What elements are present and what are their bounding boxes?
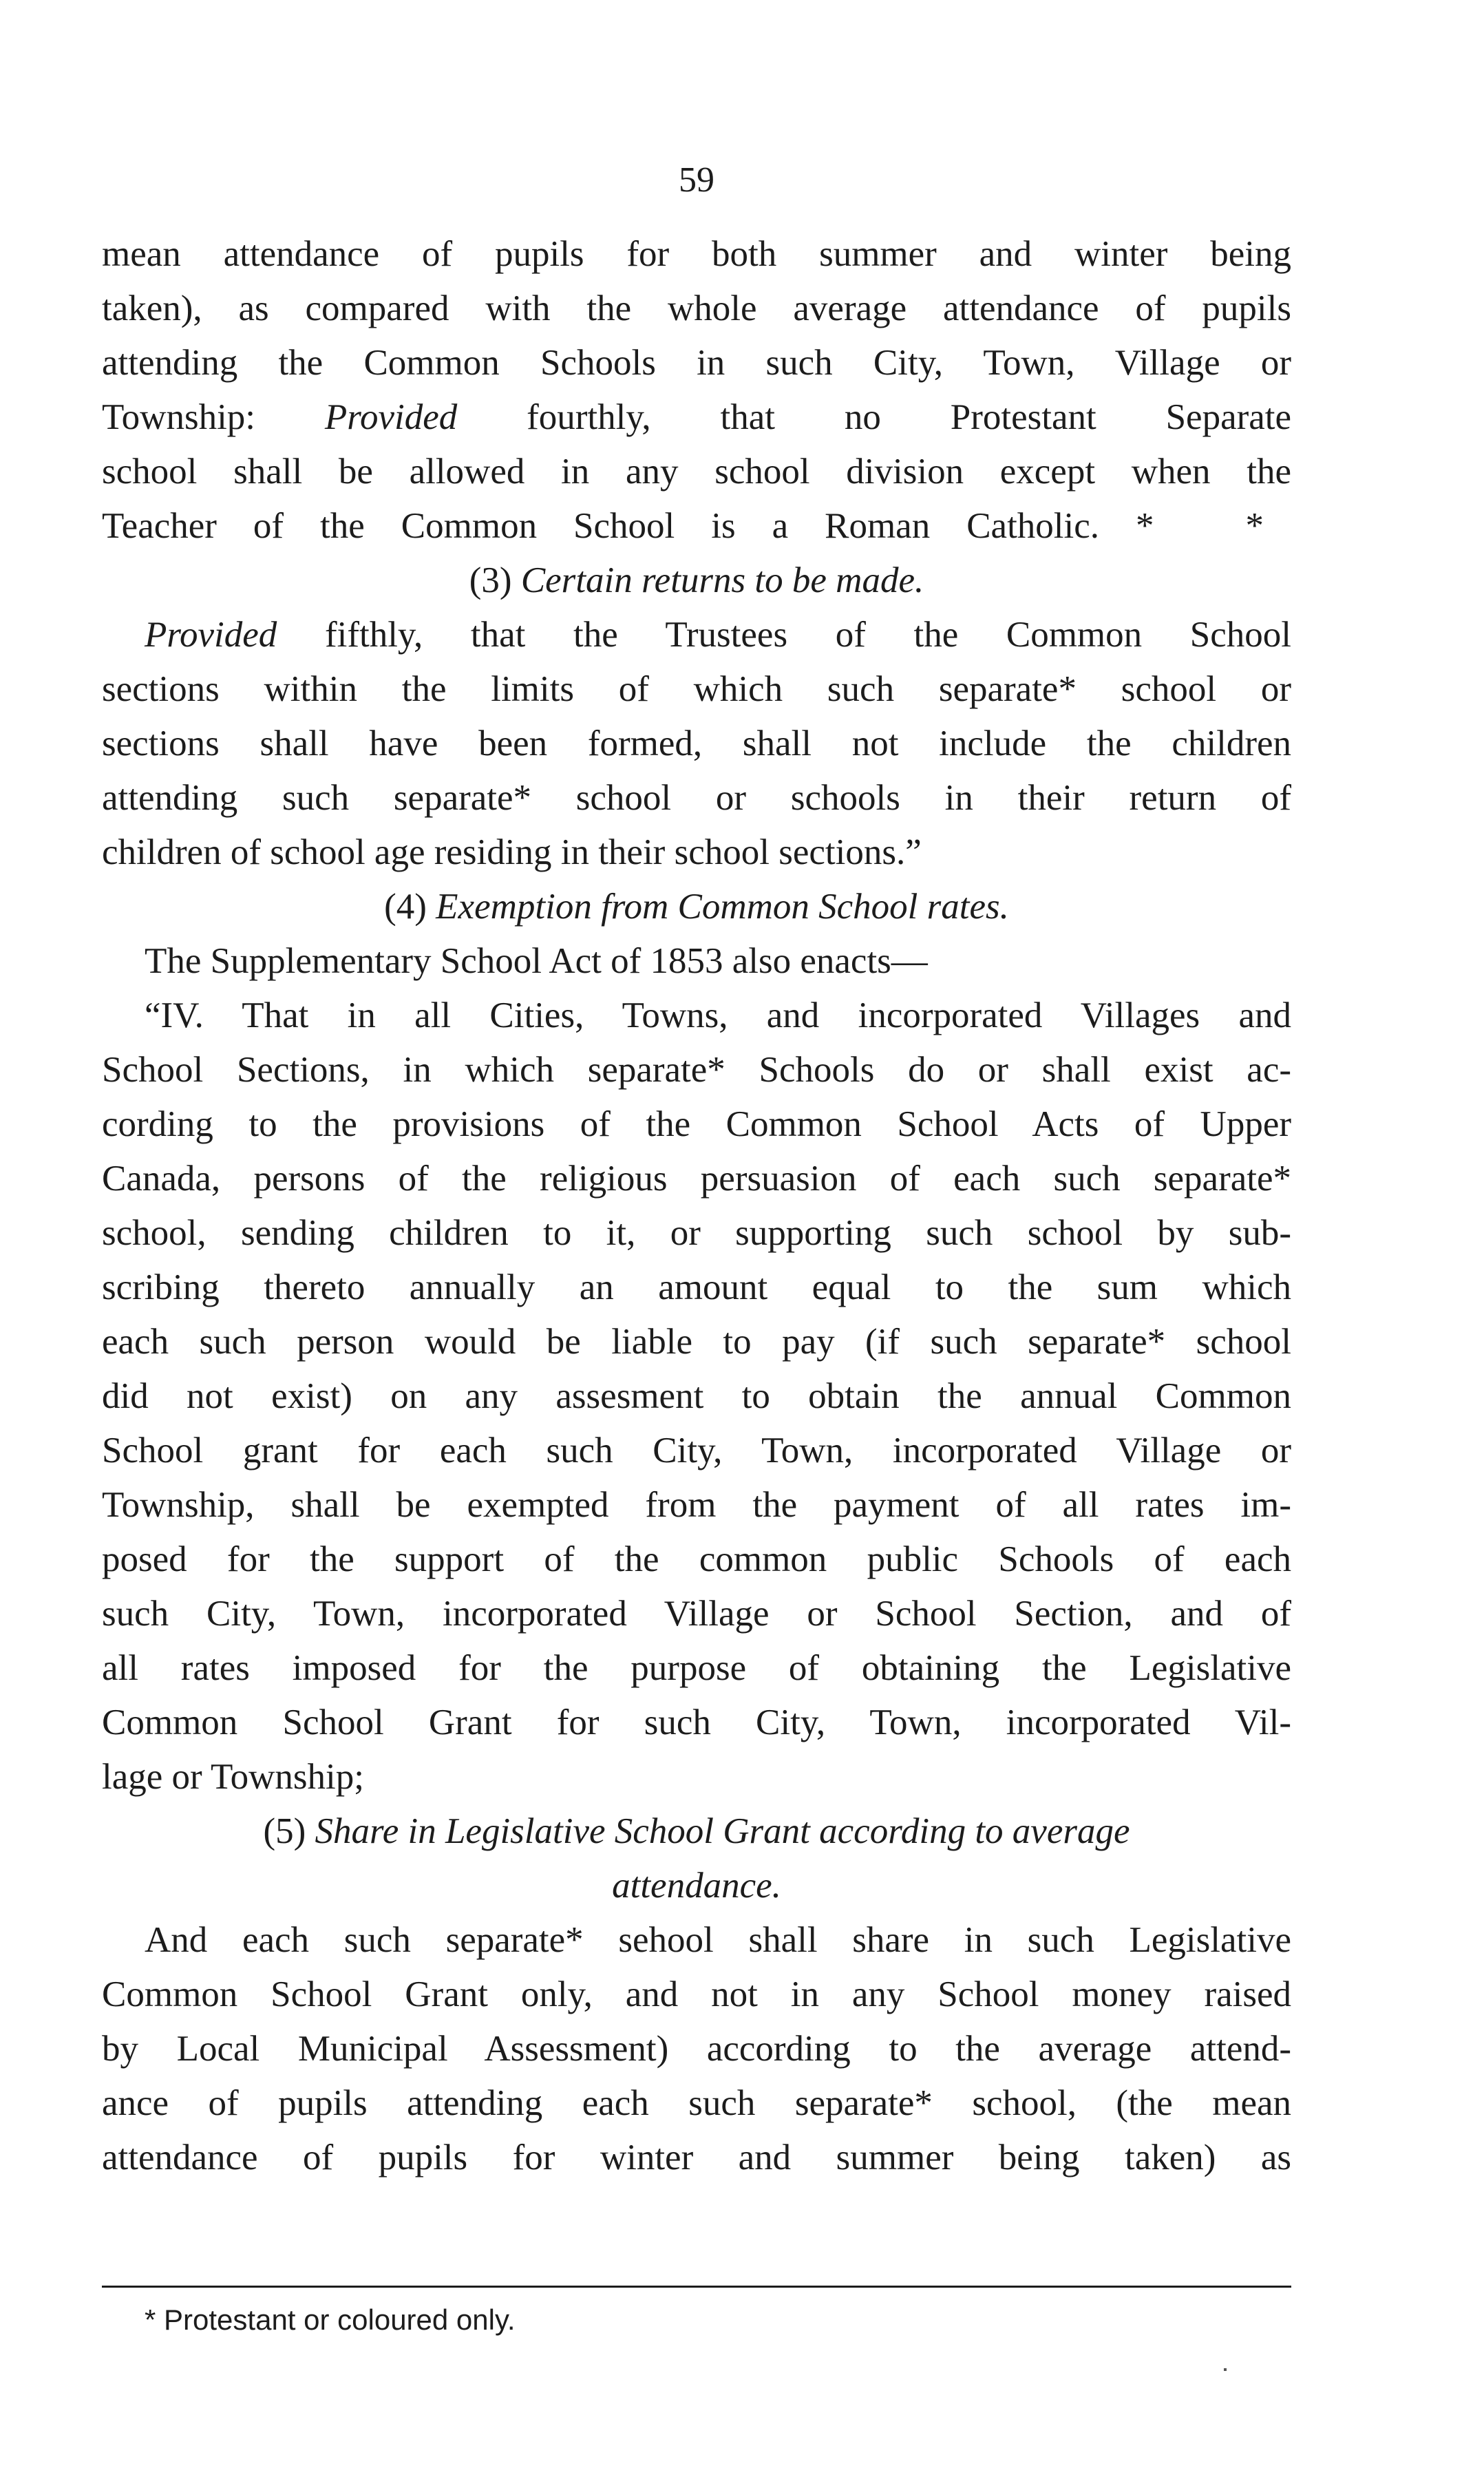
section-heading-5-continued [102,1859,1291,1913]
text-line: mean attendance of pupils for both summer and winter being [102,234,1291,274]
section-title: Share in Legislative School Grant according to average [315,1811,1130,1851]
text-line: attending such separate* school or schools in their return of [102,778,1291,818]
italic-provided: Provided [145,615,277,655]
text-line: lage or Township; [102,1757,364,1797]
text-line: Canada, persons of the religious persuasion of each such separate* [102,1159,1291,1199]
section-title: attendance. [612,1866,781,1906]
text-line: cording to the provisions of the Common School Acts of Upper [102,1104,1291,1144]
footnote-divider [102,2286,1291,2288]
text-line: School grant for each such City, Town, incorporated Village or [102,1431,1291,1470]
text-line: by Local Municipal Assessment) according to the average attend- [102,2029,1291,2069]
text-line: attendance of pupils for winter and summer being taken) as [102,2138,1291,2178]
text-line: did not exist) on any assesment to obtain the annual Common [102,1376,1291,1416]
text-segment: fifthly, that the Trustees of the Common School [324,615,1291,655]
text-line: scribing thereto annually an amount equal to the sum which [102,1267,1291,1307]
footnote-text: Protestant or coloured only. [164,2303,516,2336]
page-number: 59 [679,160,714,200]
text-line [102,608,1291,662]
text-line: The Supplementary School Act of 1853 also enacts— [145,941,928,981]
text-line: taken), as compared with the whole average attendance of pupils [102,288,1291,328]
text-line: Common School Grant only, and not in any School money raised [102,1974,1291,2014]
text-line [102,499,1291,554]
text-line: school shall be allowed in any school division except when the [102,452,1291,492]
text-line: children of school age residing in their school sections.” [102,832,922,872]
text-line: School Sections, in which separate* Schools do or shall exist ac- [102,1050,1291,1090]
italic-provided: Provided [324,397,458,437]
document-page [102,0,1291,2488]
text-line: attending the Common Schools in such City, Town, Village or [102,343,1291,383]
print-speck [1224,2368,1227,2371]
text-line: sections shall have been formed, shall not include the children [102,724,1291,763]
section-heading-5 [102,1804,1291,1859]
text-line: posed for the support of the common public Schools of each [102,1539,1291,1579]
text-line: school, sending children to it, or supporting such school by sub- [102,1213,1291,1253]
section-number: (5) [263,1811,306,1851]
text-line: Common School Grant for such City, Town, incorporated Vil- [102,1702,1291,1742]
text-segment: Township: [102,397,256,437]
section-number: (4) [384,887,427,927]
body-text [102,227,1291,2185]
text-segment: Teacher of the Common School is a Roman Catholic. [102,506,1100,546]
footnote-marker: * [145,2303,156,2336]
text-line: such City, Town, incorporated Village or School Section, and of [102,1594,1291,1634]
text-line: ance of pupils attending each such separate* school, (the mean [102,2083,1291,2123]
ellipsis-stars: * * [1136,506,1291,546]
text-segment: fourthly, that no Protestant Separate [527,397,1292,437]
text-line: sections within the limits of which such separate* school or [102,669,1291,709]
text-line: Township, shall be exempted from the payment of all rates im- [102,1485,1291,1525]
section-number: (3) [469,560,512,600]
footnote [145,2301,516,2339]
text-line: each such person would be liable to pay (if such separate* school [102,1322,1291,1362]
section-title: Exemption from Common School rates. [436,887,1009,927]
text-line: And each such separate* sehool shall share in such Legislative [145,1920,1291,1960]
section-heading-4 [102,880,1291,934]
section-title: Certain returns to be made. [520,560,924,600]
section-heading-3 [102,554,1291,608]
text-line: “IV. That in all Cities, Towns, and incorporated Villages and [145,995,1291,1035]
text-line [102,390,1291,445]
text-line: all rates imposed for the purpose of obtaining the Legislative [102,1648,1291,1688]
